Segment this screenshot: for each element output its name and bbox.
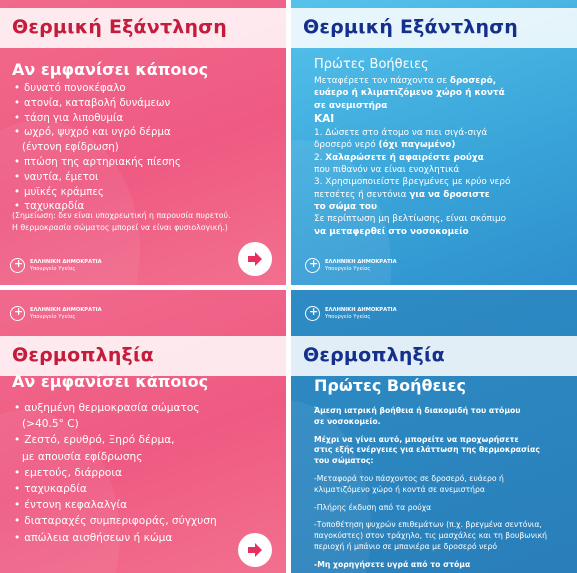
ministry-logo bbox=[325, 259, 397, 273]
ministry-name: ΕΛΛΗΝΙΚΗ ΔΗΜΟΚΡΑΤΙΑ bbox=[325, 259, 397, 265]
list-item: • ταχυκαρδία bbox=[14, 200, 181, 215]
text-line bbox=[314, 76, 496, 86]
ministry-logo bbox=[30, 307, 102, 321]
text-span: πετσέτες ή σεντόνια bbox=[314, 189, 410, 200]
panel-heatstroke-symptoms bbox=[0, 290, 286, 573]
text-span: Σε περίπτωση μη βελτίωσης, είναι σκόπιμο bbox=[314, 214, 507, 225]
list-item: • ναυτία, έμετοι bbox=[14, 171, 181, 186]
text-bold: για να δροσιστε bbox=[409, 189, 490, 200]
text-bold: Μέχρι να γίνει αυτό, μπορείτε να προχωρήσετε bbox=[314, 434, 519, 444]
and-label: ΚΑΙ bbox=[314, 112, 335, 125]
text-bold: δροσερό, bbox=[449, 76, 497, 86]
step-1: 1. Δώσετε στο άτομο να πιει σιγά-σιγά bbox=[314, 128, 488, 139]
step-3: 3. Χρησιμοποιείστε βρεγμένες με κρύο νερό bbox=[314, 177, 511, 188]
ministry-name: ΕΛΛΗΝΙΚΗ ΔΗΜΟΚΡΑΤΙΑ bbox=[30, 259, 102, 265]
title-band bbox=[0, 336, 286, 376]
arrow-right-icon bbox=[247, 252, 263, 266]
text-bold: (όχι παγωμένο) bbox=[378, 140, 456, 151]
text-line: -Τοποθέτηση ψυχρών επιθεμάτων (π.χ. βρεγμένα σεντόνια, bbox=[314, 520, 542, 530]
list-item: (>40.5° C) bbox=[22, 418, 79, 431]
text-bold: του σώματος: bbox=[314, 456, 374, 466]
list-item: • αυξημένη θερμοκρασία σώματος bbox=[14, 400, 217, 416]
first-aid-text bbox=[314, 406, 547, 571]
panel-title: Θερμική Εξάντληση bbox=[12, 16, 227, 38]
text-line: περιοχή ή μπάνιο σε μπανιέρα με δροσερό νερό bbox=[314, 541, 498, 551]
note-line: (Σημείωση: δεν είναι υποχρεωτική η παρουσία πυρετού. bbox=[12, 211, 231, 220]
list-item: με απουσία εφίδρωσης bbox=[22, 450, 143, 463]
panel-heat-exhaustion-first-aid bbox=[291, 0, 577, 285]
list-item: • μυϊκές κράμπες bbox=[14, 186, 181, 201]
list-item: • εμετούς, διάρροια bbox=[14, 465, 217, 481]
title-band bbox=[0, 8, 286, 48]
list-item: • έντονη κεφαλαλγία bbox=[14, 497, 217, 513]
list-item: • τάση για λιποθυμία bbox=[14, 112, 181, 127]
text-bold: να μεταφερθεί στο νοσοκομείο bbox=[314, 226, 469, 237]
greek-emblem-icon bbox=[10, 306, 25, 321]
text-line: -Πλήρης έκδυση από τα ρούχα bbox=[314, 502, 432, 512]
greek-emblem-icon bbox=[10, 258, 25, 273]
text-line: παγοκύστες) στον τράχηλο, τις μασχάλες και τη βουβωνική bbox=[314, 531, 547, 541]
text-line: κλιματιζόμενο χώρο ή κοντά σε ανεμιστήρα bbox=[314, 484, 485, 494]
text-bold: σε νοσοκομείο. bbox=[314, 416, 381, 426]
next-arrow-button[interactable] bbox=[238, 533, 272, 567]
ministry-subname: Υπουργείο Υγείας bbox=[325, 266, 371, 272]
list-item: • δυνατό πονοκέφαλο bbox=[14, 82, 181, 97]
text-bold: -Μη χορηγήσετε υγρά από το στόμα bbox=[314, 559, 471, 569]
arrow-right-icon bbox=[247, 543, 263, 557]
text-span: Μεταφέρετε τον πάσχοντα σε bbox=[314, 76, 450, 86]
text-bold: στις εξής ενέργειες για ελάττωση της θερμοκρασίας bbox=[314, 445, 540, 455]
text-bold: το σώμα του bbox=[314, 201, 377, 212]
greek-emblem-icon bbox=[305, 306, 320, 321]
list-item: • ατονία, καταβολή δυνάμεων bbox=[14, 97, 181, 112]
list-item: • πτώση της αρτηριακής πίεσης bbox=[14, 156, 181, 171]
list-item: • ταχυκαρδία bbox=[14, 481, 217, 497]
text-line: -Μεταφορά του πάσχοντος σε δροσερό, ευάερο ή bbox=[314, 473, 504, 483]
note-line: Η θερμοκρασία σώματος μπορεί να είναι φυσιολογική.) bbox=[12, 223, 228, 232]
ministry-subname: Υπουργείο Υγείας bbox=[30, 314, 76, 320]
panel-subtitle: Αν εμφανίσει κάποιος bbox=[12, 60, 209, 79]
panel-heat-exhaustion-symptoms bbox=[0, 0, 286, 285]
panel-title: Θερμοπληξία bbox=[303, 344, 445, 366]
step-2: 2. bbox=[314, 152, 326, 163]
ministry-subname: Υπουργείο Υγείας bbox=[325, 314, 371, 320]
panel-subtitle: Πρώτες Βοήθειες bbox=[314, 376, 467, 395]
note bbox=[12, 210, 231, 234]
ministry-name: ΕΛΛΗΝΙΚΗ ΔΗΜΟΚΡΑΤΙΑ bbox=[325, 307, 397, 313]
list-item: • απώλεια αισθήσεων ή κώμα bbox=[14, 530, 217, 546]
text-bold: σε ανεμιστήρα bbox=[314, 100, 388, 111]
panel-subtitle: Αν εμφανίσει κάποιος bbox=[12, 372, 209, 391]
greek-emblem-icon bbox=[305, 258, 320, 273]
first-aid-text bbox=[314, 75, 510, 238]
title-band bbox=[291, 8, 577, 48]
panel-subtitle: Πρώτες Βοήθειες bbox=[314, 57, 429, 72]
ministry-logo bbox=[325, 307, 397, 321]
title-band bbox=[291, 336, 577, 376]
ministry-subname: Υπουργείο Υγείας bbox=[30, 266, 76, 272]
ministry-name: ΕΛΛΗΝΙΚΗ ΔΗΜΟΚΡΑΤΙΑ bbox=[30, 307, 102, 313]
text-span: που πιθανόν να είναι ενοχλητικά bbox=[314, 165, 460, 176]
list-item: • ωχρό, ψυχρό και υγρό δέρμα bbox=[14, 126, 181, 141]
symptom-list bbox=[14, 82, 181, 215]
panel-heatstroke-first-aid bbox=[291, 290, 577, 573]
panel-title: Θερμοπληξία bbox=[12, 344, 154, 366]
text-bold: Άμεση ιατρική βοήθεια ή διακομιδή του ατόμου bbox=[314, 406, 521, 415]
list-item: • Ζεστό, ερυθρό, Ξηρό δέρμα, bbox=[14, 432, 217, 448]
text-span: δροσερό νερό bbox=[314, 140, 379, 151]
list-item: (έντονη εφίδρωση) bbox=[22, 142, 119, 154]
ministry-logo bbox=[30, 259, 102, 273]
text-bold: Χαλαρώσετε ή αφαιρέστε ρούχα bbox=[325, 152, 484, 163]
symptom-list bbox=[14, 400, 217, 546]
text-bold: ευάερο ή κλιματιζόμενο χώρο ή κοντά bbox=[314, 88, 505, 99]
panel-title: Θερμική Εξάντληση bbox=[303, 16, 518, 38]
list-item: • διαταραχές συμπεριφοράς, σύγχυση bbox=[14, 513, 217, 529]
next-arrow-button[interactable] bbox=[238, 242, 272, 276]
